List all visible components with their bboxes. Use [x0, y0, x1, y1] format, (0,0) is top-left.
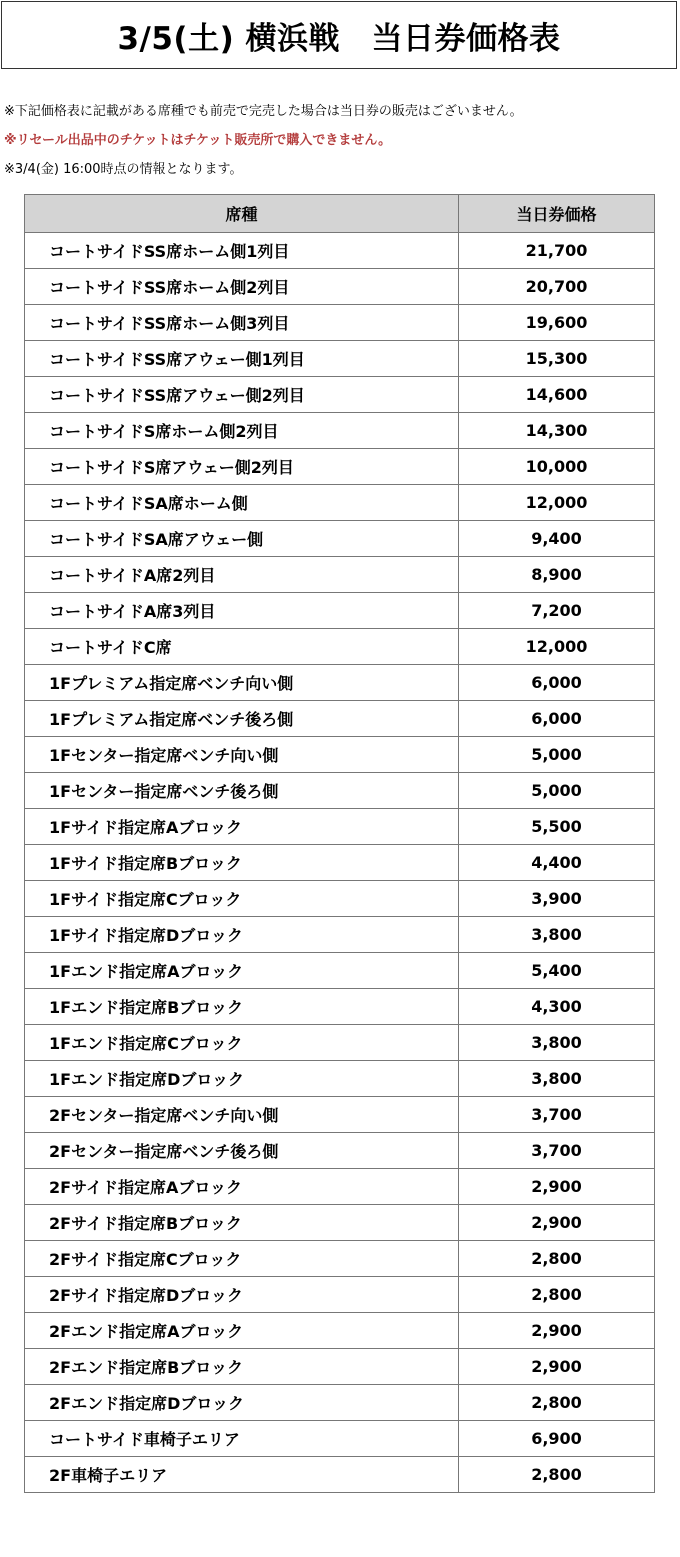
- seat-type-cell: 2Fセンター指定席ベンチ後ろ側: [25, 1133, 459, 1169]
- seat-type-cell: 2Fエンド指定席Bブロック: [25, 1349, 459, 1385]
- price-cell: 12,000: [459, 485, 655, 521]
- seat-type-cell: 1Fサイド指定席Cブロック: [25, 881, 459, 917]
- seat-type-cell: 2Fエンド指定席Aブロック: [25, 1313, 459, 1349]
- seat-type-cell: 2Fサイド指定席Cブロック: [25, 1241, 459, 1277]
- price-cell: 2,800: [459, 1277, 655, 1313]
- price-cell: 2,900: [459, 1313, 655, 1349]
- table-row: [25, 1385, 655, 1421]
- seat-type-cell: コートサイドSS席アウェー側2列目: [25, 377, 459, 413]
- table-row: [25, 269, 655, 305]
- price-cell: 3,900: [459, 881, 655, 917]
- note-sold-out: ※下記価格表に記載がある席種でも前売で完売した場合は当日券の販売はございません。: [4, 104, 523, 119]
- price-cell: 3,800: [459, 1025, 655, 1061]
- table-row: [25, 521, 655, 557]
- table-row: [25, 449, 655, 485]
- table-row: [25, 485, 655, 521]
- price-cell: 19,600: [459, 305, 655, 341]
- seat-type-cell: 1Fセンター指定席ベンチ向い側: [25, 737, 459, 773]
- price-cell: 2,800: [459, 1457, 655, 1493]
- table-row: [25, 593, 655, 629]
- table-row: [25, 1025, 655, 1061]
- seat-type-cell: コートサイドA席3列目: [25, 593, 459, 629]
- price-cell: 9,400: [459, 521, 655, 557]
- table-row: [25, 1277, 655, 1313]
- seat-type-cell: コートサイド車椅子エリア: [25, 1421, 459, 1457]
- price-cell: 4,400: [459, 845, 655, 881]
- seat-type-cell: 2Fセンター指定席ベンチ向い側: [25, 1097, 459, 1133]
- table-row: [25, 1097, 655, 1133]
- header-price: 当日券価格: [459, 195, 655, 233]
- table-row: [25, 305, 655, 341]
- table-row: [25, 1133, 655, 1169]
- price-cell: 2,800: [459, 1241, 655, 1277]
- seat-type-cell: 1Fサイド指定席Dブロック: [25, 917, 459, 953]
- table-row: [25, 629, 655, 665]
- price-cell: 2,800: [459, 1385, 655, 1421]
- price-cell: 2,900: [459, 1349, 655, 1385]
- price-cell: 2,900: [459, 1205, 655, 1241]
- price-cell: 7,200: [459, 593, 655, 629]
- price-cell: 8,900: [459, 557, 655, 593]
- seat-type-cell: 2F車椅子エリア: [25, 1457, 459, 1493]
- seat-type-cell: 1Fエンド指定席Dブロック: [25, 1061, 459, 1097]
- price-cell: 5,000: [459, 773, 655, 809]
- table-row: [25, 845, 655, 881]
- table-row: [25, 1349, 655, 1385]
- table-row: [25, 1169, 655, 1205]
- page-title: 3/5(土) 横浜戦 当日券価格表: [117, 20, 561, 57]
- seat-type-cell: コートサイドSA席ホーム側: [25, 485, 459, 521]
- table-row: [25, 413, 655, 449]
- price-cell: 20,700: [459, 269, 655, 305]
- price-cell: 3,700: [459, 1097, 655, 1133]
- title-box: [1, 1, 677, 69]
- table-row: [25, 953, 655, 989]
- price-cell: 10,000: [459, 449, 655, 485]
- table-row: [25, 881, 655, 917]
- seat-type-cell: コートサイドS席ホーム側2列目: [25, 413, 459, 449]
- table-row: [25, 1061, 655, 1097]
- table-row: [25, 1205, 655, 1241]
- seat-type-cell: コートサイドSS席ホーム側1列目: [25, 233, 459, 269]
- table-row: [25, 377, 655, 413]
- seat-type-cell: 1Fセンター指定席ベンチ後ろ側: [25, 773, 459, 809]
- seat-type-cell: 1Fプレミアム指定席ベンチ向い側: [25, 665, 459, 701]
- seat-type-cell: 1Fサイド指定席Bブロック: [25, 845, 459, 881]
- seat-type-cell: コートサイドSS席ホーム側2列目: [25, 269, 459, 305]
- seat-type-cell: 1Fエンド指定席Cブロック: [25, 1025, 459, 1061]
- price-table: [24, 194, 655, 1493]
- table-row: [25, 809, 655, 845]
- price-cell: 3,800: [459, 917, 655, 953]
- seat-type-cell: 2Fサイド指定席Aブロック: [25, 1169, 459, 1205]
- table-row: [25, 341, 655, 377]
- seat-type-cell: 2Fエンド指定席Dブロック: [25, 1385, 459, 1421]
- table-row: [25, 1421, 655, 1457]
- table-row: [25, 701, 655, 737]
- table-row: [25, 989, 655, 1025]
- price-cell: 3,800: [459, 1061, 655, 1097]
- price-cell: 3,700: [459, 1133, 655, 1169]
- table-row: [25, 665, 655, 701]
- table-row: [25, 233, 655, 269]
- table-body: [25, 233, 655, 1493]
- price-cell: 6,000: [459, 701, 655, 737]
- table-row: [25, 1241, 655, 1277]
- price-cell: 15,300: [459, 341, 655, 377]
- header-seat-type: 席種: [25, 195, 459, 233]
- seat-type-cell: 2Fサイド指定席Dブロック: [25, 1277, 459, 1313]
- table-header-row: [25, 195, 655, 233]
- table-row: [25, 1313, 655, 1349]
- seat-type-cell: 1Fエンド指定席Bブロック: [25, 989, 459, 1025]
- price-cell: 6,000: [459, 665, 655, 701]
- price-cell: 21,700: [459, 233, 655, 269]
- price-cell: 5,000: [459, 737, 655, 773]
- seat-type-cell: 1Fエンド指定席Aブロック: [25, 953, 459, 989]
- seat-type-cell: コートサイドA席2列目: [25, 557, 459, 593]
- price-cell: 5,500: [459, 809, 655, 845]
- price-cell: 14,300: [459, 413, 655, 449]
- price-cell: 14,600: [459, 377, 655, 413]
- seat-type-cell: コートサイドC席: [25, 629, 459, 665]
- table-row: [25, 737, 655, 773]
- note-info-timestamp: ※3/4(金) 16:00時点の情報となります。: [4, 162, 243, 177]
- seat-type-cell: コートサイドS席アウェー側2列目: [25, 449, 459, 485]
- seat-type-cell: 1Fプレミアム指定席ベンチ後ろ側: [25, 701, 459, 737]
- seat-type-cell: 1Fサイド指定席Aブロック: [25, 809, 459, 845]
- price-cell: 12,000: [459, 629, 655, 665]
- price-cell: 4,300: [459, 989, 655, 1025]
- price-cell: 5,400: [459, 953, 655, 989]
- table-row: [25, 773, 655, 809]
- seat-type-cell: コートサイドSA席アウェー側: [25, 521, 459, 557]
- price-cell: 2,900: [459, 1169, 655, 1205]
- table-row: [25, 917, 655, 953]
- note-resale-warning: ※リセール出品中のチケットはチケット販売所で購入できません。: [4, 133, 392, 148]
- table-row: [25, 557, 655, 593]
- seat-type-cell: コートサイドSS席ホーム側3列目: [25, 305, 459, 341]
- seat-type-cell: コートサイドSS席アウェー側1列目: [25, 341, 459, 377]
- table-row: [25, 1457, 655, 1493]
- seat-type-cell: 2Fサイド指定席Bブロック: [25, 1205, 459, 1241]
- price-cell: 6,900: [459, 1421, 655, 1457]
